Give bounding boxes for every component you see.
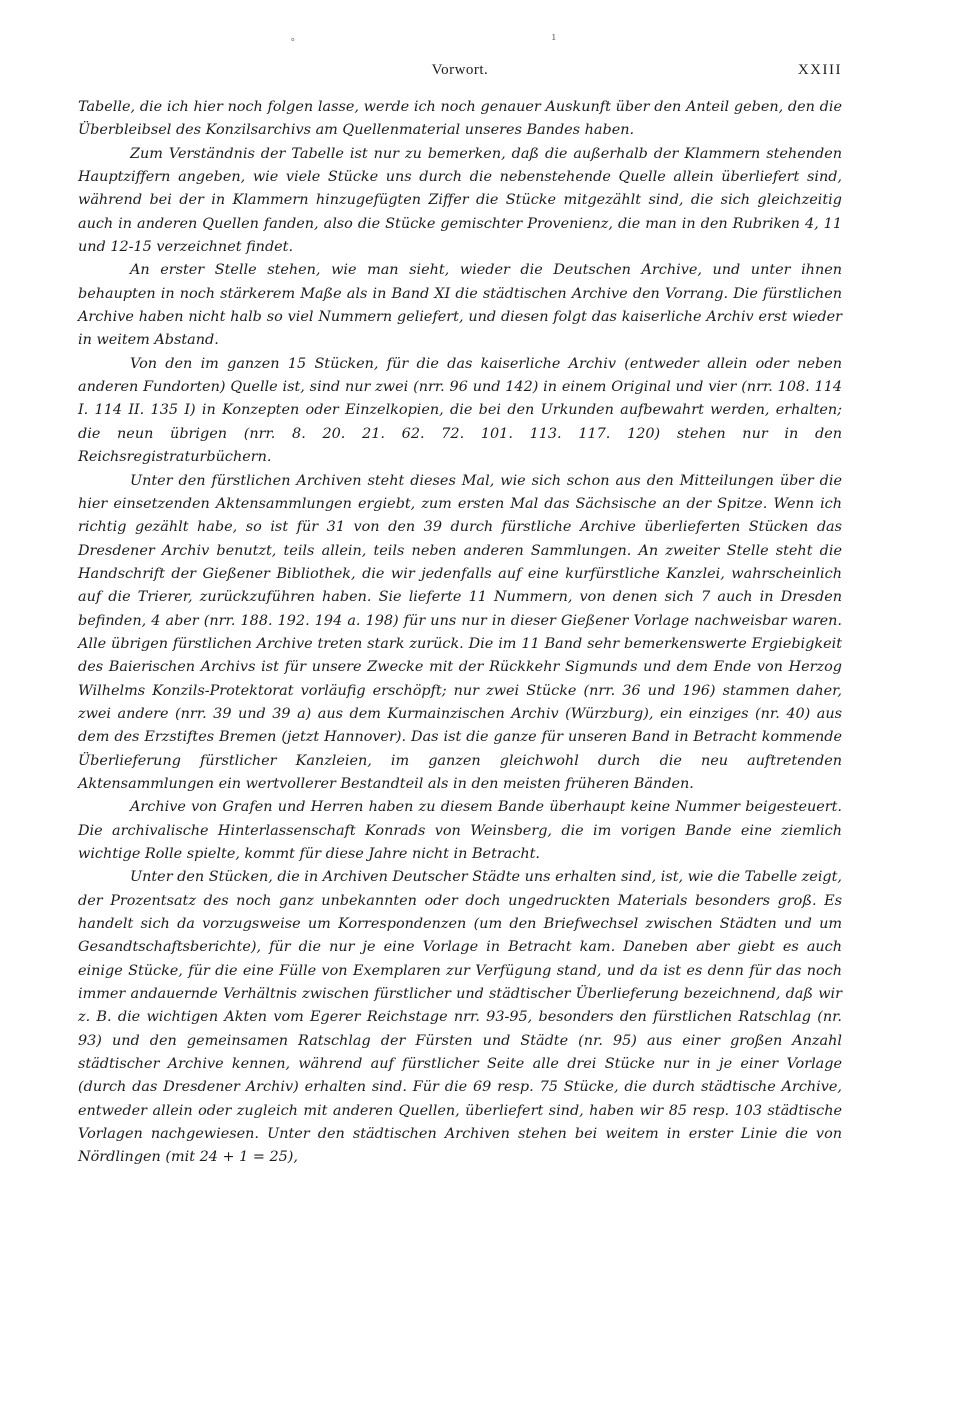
paragraph: Unter den Stücken, die in Archiven Deutscher Städte uns erhalten sind, ist, wie die Tabelle zeigt, der Prozentsatz des noch ganz unbekannten oder doch ungedruckten Materials besonders groß. Es handelt sich da vorzugsweise um Korrespondenzen (um den Briefwechsel zwischen Städten und um Gesandtschaftsberichte), für die nur je eine Vorlage in Betracht kam. Daneben aber giebt es auch einige Stücke, für die eine Fülle von Exemplaren zur Verfügung stand, und da ist es denn für das noch immer andauernde Verhältnis zwischen fürstlicher und städtischer Überlieferung bezeichnend, daß wir z. B. die wichtigen Akten vom Egerer Reichstage nrr. 93-95, besonders den fürstlichen Ratschlag (nr. 93) und den gemeinsamen Ratschlag der Fürsten und Städte (nr. 95) aus einer großen Anzahl städtischer Archive kennen, während auf fürstlicher Seite alle drei Stücke nur in je einer Vorlage (durch das Dresdener Archiv) erhalten sind. Für die 69 resp. 75 Stücke, die durch städtische Archive, entweder allein oder zugleich mit anderen Quellen, überliefert sind, haben wir 85 resp. 103 städtische Vorlagen nachgewiesen. Unter den städtischen Archiven stehen bei weitem in erster Linie die von Nördlingen (mit 24 + 1 = 25), <box>78 869 842 1166</box>
paragraph: Von den im ganzen 15 Stücken, für die das kaiserliche Archiv (entweder allein oder neben anderen Fundorten) Quelle ist, sind nur zwei (nrr. 96 und 142) in einem Original und vier (nrr. 108. 114 I. 114 II. 135 I) in Konzepten oder Einzelkopien, die bei den Urkunden aufbewahrt werden, erhalten; die neun übrigen (nrr. 8. 20. 21. 62. 72. 101. 113. 117. 120) stehen nur in den Reichsregistraturbüchern. <box>78 355 842 466</box>
paragraph: Tabelle, die ich hier noch folgen lasse, werde ich noch genauer Auskunft über den Anteil geben, den die Überbleibsel des Konzilsarchivs am Quellenmaterial unseres Bandes haben. <box>78 99 842 139</box>
paragraph: An erster Stelle stehen, wie man sieht, wieder die Deutschen Archive, und unter ihnen behaupten in noch stärkerem Maße als in Band XI die städtischen Archive den Vorrang. Die fürstlichen Archive haben nicht halb so viel Nummern geliefert, und diesen folgt das kaiserliche Archiv erst wieder in weitem Abstand. <box>78 262 842 349</box>
page-number: XXIII <box>797 62 842 78</box>
scan-speck: ı <box>552 30 556 43</box>
scan-speck: ˚ <box>290 38 296 51</box>
page-header <box>78 62 842 86</box>
body-text <box>78 96 842 1170</box>
running-title: Vorwort. <box>431 62 489 78</box>
paragraph: Archive von Grafen und Herren haben zu diesem Bande überhaupt keine Nummer beigesteuert. Die archivalische Hinterlassenschaft Konrads von Weinsberg, die im vorigen Bande eine ziemlich wichtige Rolle spielte, kommt für diese Jahre nicht in Betracht. <box>78 799 842 862</box>
paragraph: Zum Verständnis der Tabelle ist nur zu bemerken, daß die außerhalb der Klammern stehenden Hauptziffern angeben, wie viele Stücke uns durch die nebenstehende Quelle allein überliefert sind, während bei der in Klammern hinzugefügten Ziffer die Stücke mitgezählt sind, die sich gleichzeitig auch in anderen Quellen fanden, also die Stücke gemischter Provenienz, die man in den Rubriken 4, 11 und 12-15 verzeichnet findet. <box>78 145 842 256</box>
paragraph: Unter den fürstlichen Archiven steht dieses Mal, wie sich schon aus den Mitteilungen über die hier einsetzenden Aktensammlungen ergiebt, zum ersten Mal das Sächsische an der Spitze. Wenn ich richtig gezählt habe, so ist für 31 von den 39 durch fürstliche Archive überlieferten Stücken das Dresdener Archiv benutzt, teils allein, teils neben anderen Sammlungen. An zweiter Stelle steht die Handschrift der Gießener Bibliothek, die wir jedenfalls auf eine kurfürstliche Kanzlei, wahrscheinlich auf die Trierer, zurückzuführen haben. Sie lieferte 11 Nummern, von denen sich 7 auch in Dresden befinden, 4 aber (nrr. 188. 192. 194 a. 198) für uns nur in dieser Gießener Vorlage nachweisbar waren. Alle übrigen fürstlichen Archive treten stark zurück. Die im 11 Band sehr bemerkenswerte Ergiebigkeit des Baierischen Archivs ist für unsere Zwecke mit der Rückkehr Sigmunds und dem Ende von Herzog Wilhelms Konzils-Protektorat vorläufig erschöpft; nur zwei Stücke (nrr. 36 und 196) stammen daher, zwei andere (nrr. 39 und 39 a) aus dem Kurmainzischen Archiv (Würzburg), ein einziges (nr. 40) aus dem des Erzstiftes Bremen (jetzt Hannover). Das ist die ganze für unseren Band in Betracht kommende Überlieferung fürstlicher Kanzleien, im ganzen gleichwohl durch die neu auftretenden Aktensammlungen ein wertvollerer Bestandteil als in den meisten früheren Bänden. <box>78 472 842 792</box>
